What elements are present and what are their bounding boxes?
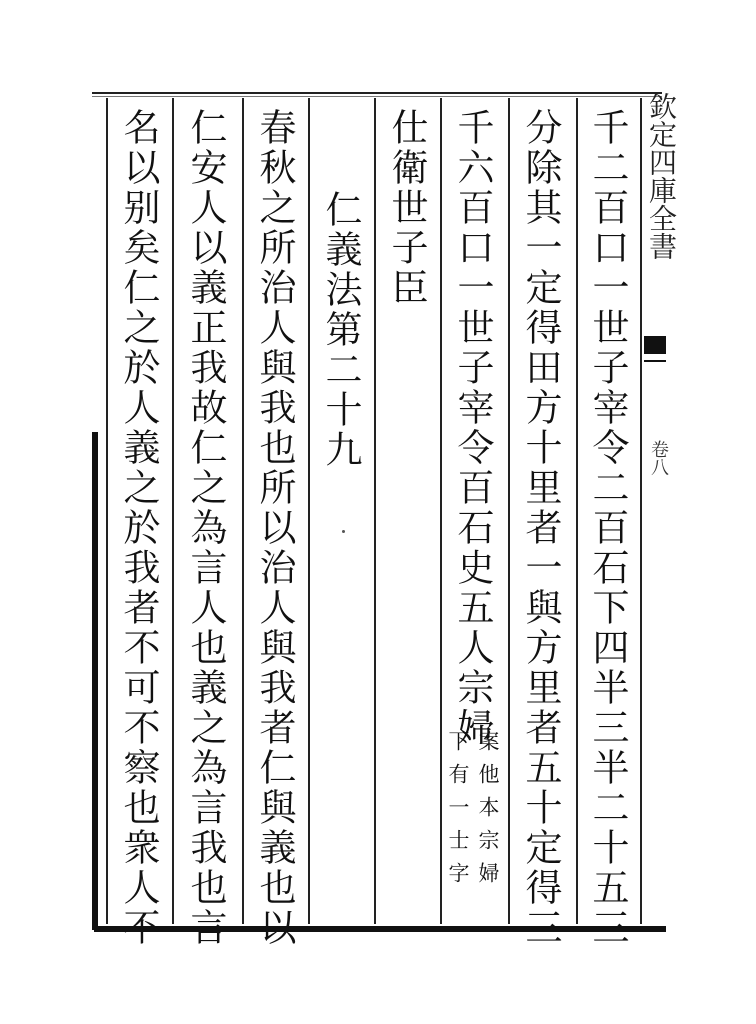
column-divider [576, 98, 578, 924]
left-border [92, 432, 98, 930]
fishtail-mark [644, 336, 666, 354]
top-border-inner [92, 96, 662, 97]
text-column: 千六百口一世子宰令百石史五人宗婦 [451, 108, 494, 748]
column-divider [106, 98, 108, 924]
column-divider [242, 98, 244, 924]
column-divider [640, 98, 642, 924]
ink-dot [342, 530, 345, 533]
chapter-heading: 仁義法第二十九 [319, 190, 362, 470]
column-divider [172, 98, 174, 924]
column-divider [440, 98, 442, 924]
fishtail-line [644, 360, 666, 362]
annotation-column: 下有一士字 [446, 730, 470, 895]
annotation-column: 案他本宗婦 [476, 730, 500, 895]
margin-volume-label: 卷八 [648, 440, 669, 476]
column-divider [508, 98, 510, 924]
bottom-border [94, 926, 666, 932]
column-divider [308, 98, 310, 924]
text-column: 千二百口一世子宰令二百石下四半三半二十五三 [586, 108, 629, 948]
margin-book-title: 欽定四庫全書 [645, 92, 678, 260]
column-divider [374, 98, 376, 924]
text-column: 春秋之所治人與我也所以治人與我者仁與義也以 [253, 108, 296, 948]
text-column: 分除其一定得田方十里者一與方里者五十定得三 [519, 108, 562, 948]
text-column: 名以别矣仁之於人義之於我者不可不察也衆人不 [117, 108, 160, 948]
top-border [92, 92, 662, 94]
text-column: 仁安人以義正我故仁之為言人也義之為言我也言 [184, 108, 227, 948]
text-column: 仕衛世子臣 [385, 108, 428, 308]
